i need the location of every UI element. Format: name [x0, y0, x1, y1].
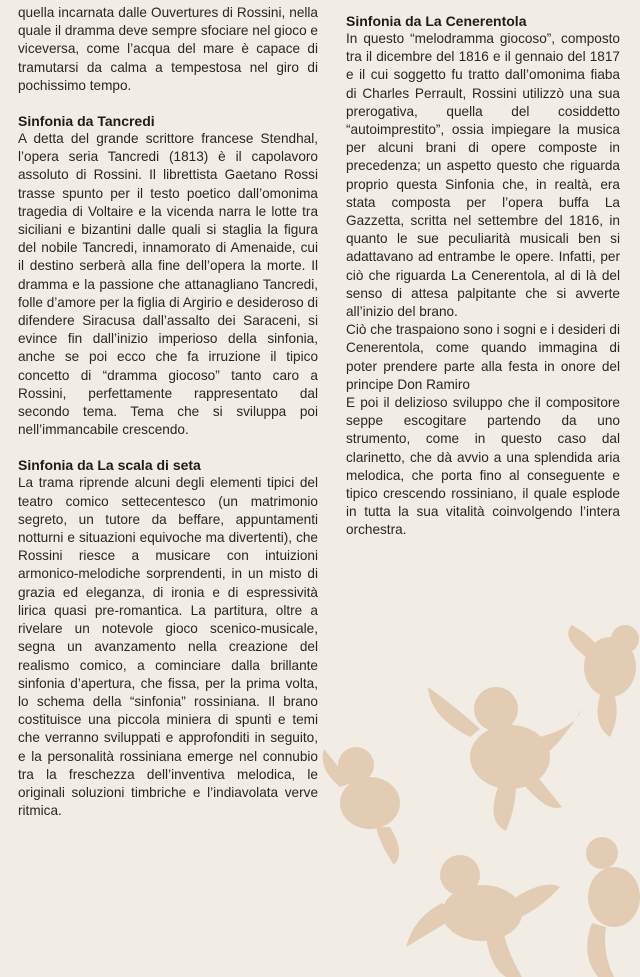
- scala-di-seta-heading: Sinfonia da La scala di seta: [18, 457, 201, 474]
- cenerentola-paragraph-2: Ciò che traspaiono sono i sogni e i desideri di Cenerentola, come quando immagina di poter prendere parte alla festa in onore del principe Don Ramiro: [346, 322, 620, 392]
- cherubs-decoration-icon: [310, 617, 640, 977]
- intro-paragraph: quella incarnata dalle Ouvertures di Rossini, nella quale il dramma deve sempre sfociare nel gioco e viceversa, come l’acqua del mare è capace di tramutarsi da calma a tempestosa nel giro di pochissimo tempo.: [18, 5, 318, 93]
- left-column: [18, 0, 318, 820]
- right-column: [346, 0, 620, 540]
- cenerentola-paragraph-1: In questo “melodramma giocoso”, composto tra il dicembre del 1816 e il gennaio del 1817 e il cui soggetto fu tratto dall’omonima fiaba di Charles Perrault, Rossini utilizzò una sua prerogativa, quella del cosiddetto “autoimprestito”, ossia impiegare la musica per alcuni brani di opere composte in precedenza; un aspetto questo che riguarda proprio questa Sinfonia che, in realtà, era stata composta per l’opera buffa La Gazzetta, scritta nel settembre del 1816, in quanto le sue peculiarità musicali ben si adattavano ad entrambe le opere. Infatti, per ciò che riguarda La Cenerentola, al di là del senso di attesa palpitante che si avverte all’inizio del brano.: [346, 31, 620, 320]
- tancredi-heading: Sinfonia da Tancredi: [18, 113, 155, 130]
- scala-di-seta-paragraph: La trama riprende alcuni degli elementi tipici del teatro comico settecentesco (un matrimonio segreto, un tutore da beffare, appuntamenti notturni e situazioni equivoche ma divertenti), che Rossini riesce a musicare con intuizioni armonico-melodiche sorprendenti, in un misto di grazia ed eleganza, di ironia e di espressività lirica quasi pre-romantica. La partitura, oltre a rivelare un notevole gioco scenico-musicale, segna un avanzamento nella creazione del realismo comico, a cominciare dalla brillante sinfonia d’apertura, che fissa, per la prima volta, lo schema della “sinfonia” rossiniana. Il brano costituisce una piccola miniera di spunti e temi che verranno sviluppati e approfonditi in seguito, e la personalità rossiniana emerge nel connubio tra la freschezza dell’inventiva melodica, le originali soluzioni timbriche e l’indiavolata verve ritmica.: [18, 475, 318, 819]
- tancredi-paragraph: A detta del grande scrittore francese Stendhal, l’opera seria Tancredi (1813) è il capolavoro assoluto di Rossini. Il librettista Gaetano Rossi trasse spunto per il testo poetico dall’omonima tragedia di Voltaire e la vicenda narra le lotte tra siciliani e bizantini dalle quali si staglia la figura del nobile Tancredi, innamorato di Amenaide, cui il destino serberà alla fine dell’opera la morte. Il dramma e la passione che attanagliano Tancredi, folle d’amore per la figlia di Argirio e desideroso di difendere Siracusa dall’assalto dei Saraceni, si evince fin dall’inizio imperioso della sinfonia, anche se poi ecco che fa irruzione il tipico concetto di “dramma giocoso” tanto caro a Rossini, perfettamente rappresentato dal secondo tema. Tema che si sviluppa poi nell’immancabile crescendo.: [18, 131, 318, 438]
- cenerentola-paragraph-3: E poi il delizioso sviluppo che il compositore seppe escogitare partendo da uno strumento, come in questo caso dal clarinetto, che dà avvio a una splendida aria melodica, che porta fino al conseguente e tipico crescendo rossiniano, il quale esplode in tutta la sua vitalità coinvolgendo l’intera orchestra.: [346, 395, 620, 538]
- cenerentola-heading: Sinfonia da La Cenerentola: [346, 13, 527, 29]
